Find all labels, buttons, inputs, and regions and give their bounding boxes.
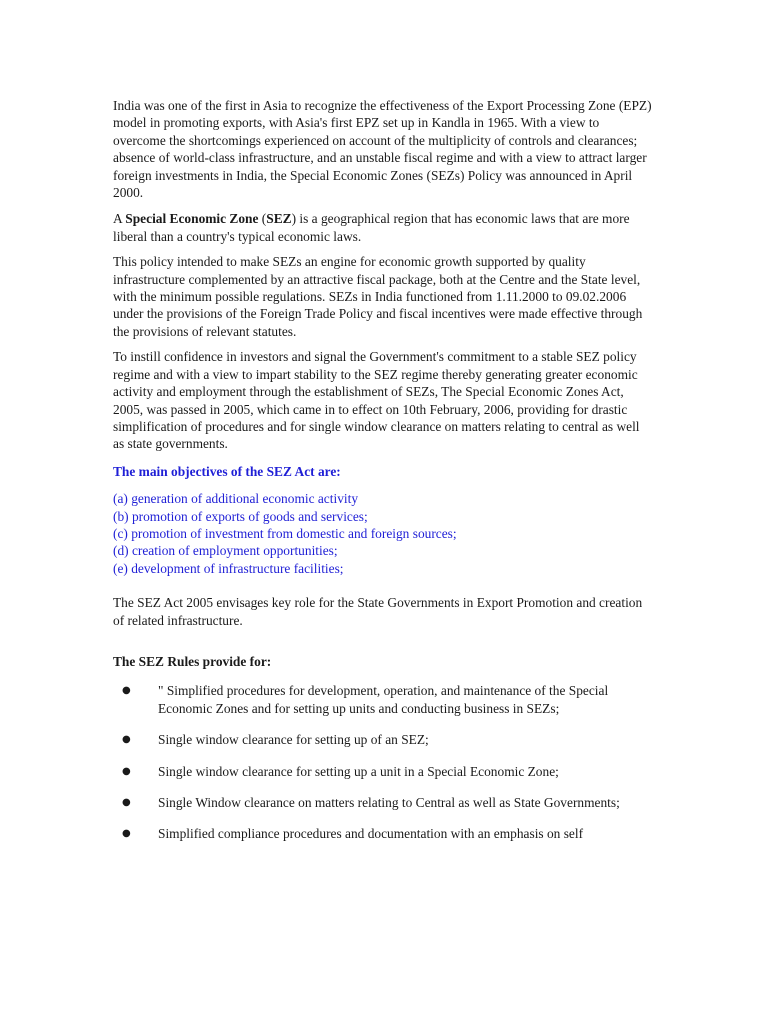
bullet-icon: ● <box>122 765 131 777</box>
policy-paragraph: This policy intended to make SEZs an engine for economic growth supported by quality infrastructure complemented by an attractive fiscal package, both at the Centre and the State level, with the minimum possible regulations. SEZs in India functioned from 1.11.2000 to 09.02.2006 under the provisions of the Foreign Trade Policy and fiscal incentives were made effective through the provisions of relevant statutes. <box>113 254 643 339</box>
bullet-icon: ● <box>122 685 131 697</box>
bullet-icon: ● <box>122 734 131 746</box>
bullet-icon: ● <box>122 828 131 840</box>
bullet-icon: ● <box>122 797 131 808</box>
rule-item <box>113 794 653 811</box>
rules-list <box>113 682 653 842</box>
definition-rest: ) is a geographical region that has economic laws that are more liberal than a country's typical economic laws. <box>113 211 630 244</box>
rule-item <box>113 682 653 717</box>
rule-text: Single window clearance for setting up a unit in a Special Economic Zone; <box>158 763 559 779</box>
rule-text: Single Window clearance on matters relating to Central as well as State Governments; <box>158 795 620 810</box>
state-role-paragraph: The SEZ Act 2005 envisages key role for the State Governments in Export Promotion and creation of related infrastructure. <box>113 595 643 628</box>
definition-prefix: A <box>113 211 126 227</box>
rule-item <box>113 731 653 748</box>
rule-text: Simplified compliance procedures and documentation with an emphasis on self <box>158 826 584 842</box>
rules-heading: The SEZ Rules provide for: <box>113 653 272 669</box>
objective-item: (b) promotion of exports of goods and services; <box>113 508 368 524</box>
definition-paragraph <box>113 210 653 245</box>
definition-abbr: SEZ <box>266 211 292 227</box>
document-body <box>113 97 653 857</box>
act-paragraph: To instill confidence in investors and signal the Government's commitment to a stable SEZ policy regime and with a view to impart stability to the SEZ regime thereby generating greater economic activity and employment through the establishment of SEZs, The Special Economic Zones Act, 2005, was passed in 2005, which came in to effect on 10th February, 2006, providing for drastic simplification of procedures and for single window clearance on matters relating to central as well as state governments. <box>113 349 640 452</box>
rule-text: Single window clearance for setting up of an SEZ; <box>158 732 429 748</box>
definition-term: Special Economic Zone <box>125 211 259 227</box>
intro-paragraph: India was one of the first in Asia to recognize the effectiveness of the Export Processing Zone (EPZ) model in promoting exports, with Asia's first EPZ set up in Kandla in 1965. With a view to overcome the shortcomings experienced on account of the multiplicity of controls and clearances; absence of world-class infrastructure, and an unstable fiscal regime and with a view to attract larger foreign investments in India, the Special Economic Zones (SEZs) Policy was announced in April 2000. <box>113 98 652 201</box>
rule-item <box>113 763 653 780</box>
rule-item <box>113 825 653 842</box>
objectives-list <box>113 490 653 577</box>
rule-text: " Simplified procedures for development, operation, and maintenance of the Special Economic Zones and for setting up units and conducting business in SEZs; <box>158 683 609 716</box>
objective-item: (a) generation of additional economic activity <box>113 491 359 507</box>
definition-open-paren: ( <box>258 211 267 227</box>
objective-item: (d) creation of employment opportunities; <box>113 543 338 559</box>
objective-item: (e) development of infrastructure facilities; <box>113 560 344 576</box>
objectives-heading: The main objectives of the SEZ Act are: <box>113 463 341 479</box>
objective-item: (c) promotion of investment from domestic and foreign sources; <box>113 525 457 541</box>
